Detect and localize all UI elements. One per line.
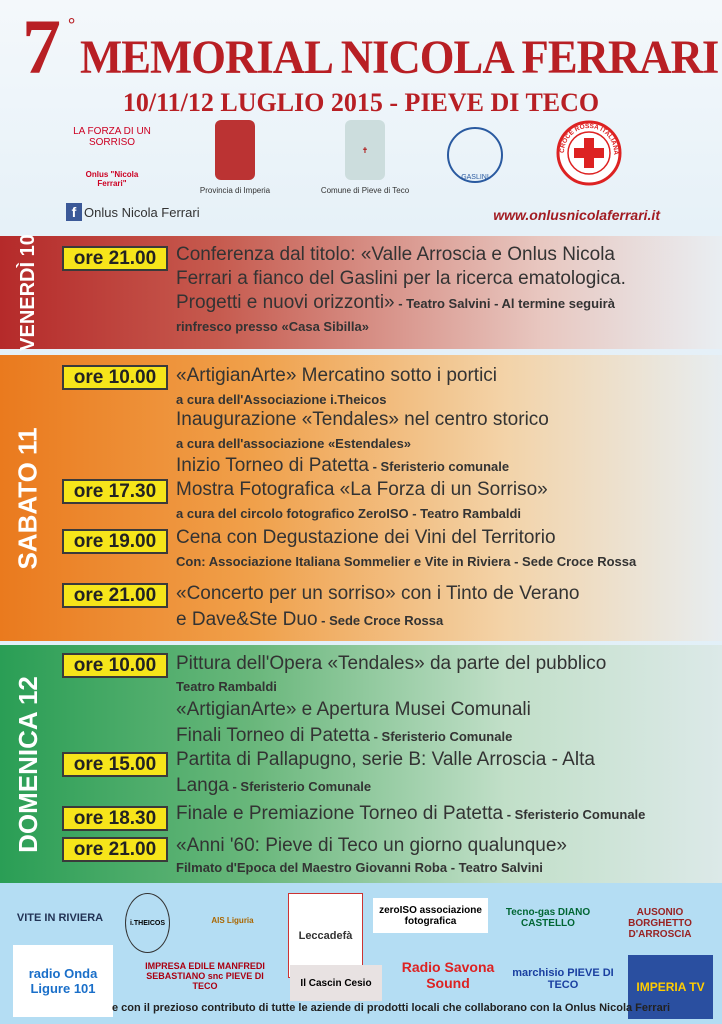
logo-forza-sorriso [72, 120, 152, 188]
degree-sign: ° [68, 14, 76, 34]
sponsor-logo: Leccadefà [288, 893, 363, 978]
event-dates: 10/11/12 LUGLIO 2015 - PIEVE DI TECO [122, 88, 600, 117]
day-label: VENERDÌ 10 [16, 234, 39, 351]
event-line [176, 835, 567, 857]
time-badge: ore 19.00 [62, 529, 168, 554]
sponsor-logo: IMPERIA TV [628, 955, 713, 1019]
event-title: Finali Torneo di Patetta [176, 725, 370, 746]
day-sunday [0, 645, 722, 883]
event-line [176, 609, 443, 631]
event-detail: - Sferisterio Comunale [503, 807, 646, 822]
time-badge: ore 21.00 [62, 837, 168, 862]
logo-label: CROCE ROSSA ITALIANA [558, 122, 620, 155]
event-line [176, 292, 615, 314]
sponsor-logo: marchisio PIEVE DI TECO [512, 967, 614, 991]
event-line [176, 775, 371, 797]
coat-of-arms-icon: ✝ [345, 120, 385, 180]
event-line [176, 435, 411, 453]
day-label: DOMENICA 12 [12, 675, 43, 853]
event-title: Progetti e nuovi orizzonti» [176, 292, 395, 313]
red-cross-icon [556, 120, 622, 186]
facebook-label: Onlus Nicola Ferrari [84, 204, 200, 220]
event-detail: a cura dell'Associazione i.Theicos [176, 392, 387, 407]
event-line [176, 244, 615, 266]
event-detail: - Sferisterio Comunale [370, 729, 513, 744]
event-line [176, 268, 626, 290]
event-line [176, 479, 548, 501]
event-line [176, 505, 521, 523]
logo-text: LA FORZA DI UN SORRISO [73, 126, 151, 148]
event-line [176, 409, 549, 431]
logo-label: Comune di Pieve di Teco [320, 186, 410, 195]
facebook-link[interactable] [66, 203, 200, 221]
event-detail: - Sferisterio Comunale [228, 779, 372, 794]
event-line [176, 365, 497, 387]
sponsor-logo: zeroISO associazione fotografica [373, 898, 488, 933]
event-detail: - Teatro Salvini - Al termine seguirà [394, 296, 615, 311]
event-line [176, 527, 556, 549]
event-detail: Con: Associazione Italiana Sommelier e Vite in Riviera - Sede Croce Rossa [176, 554, 637, 569]
time-badge: ore 15.00 [62, 752, 168, 777]
time-badge: ore 18.30 [62, 806, 168, 831]
logo-comune-pieve [320, 120, 410, 195]
logo-gaslini [445, 127, 505, 183]
time-badge: ore 17.30 [62, 479, 168, 504]
coat-of-arms-icon [215, 120, 255, 180]
sponsor-logo: VITE IN RIVIERA [16, 912, 104, 924]
event-detail: rinfresco presso «Casa Sibilla» [176, 319, 369, 334]
event-line [176, 455, 509, 477]
event-title: Langa [176, 775, 229, 796]
event-title: Cena con Degustazione dei Vini del Territorio [176, 527, 556, 548]
event-line [176, 653, 606, 675]
event-title: Partita di Pallapugno, serie B: Valle Arroscia - Alta [176, 749, 595, 770]
event-line [176, 725, 512, 747]
event-title: Pittura dell'Opera «Tendales» da parte del pubblico [176, 653, 607, 674]
time-badge: ore 21.00 [62, 583, 168, 608]
facebook-icon: f [66, 203, 82, 221]
event-title: e Dave&Ste Duo [176, 609, 318, 630]
sponsor-logo: AIS Liguria [211, 915, 254, 925]
event-detail: - Sferisterio comunale [368, 459, 510, 474]
logo-croce-rossa [556, 120, 622, 186]
edition-number: 7 [22, 3, 61, 90]
event-title: Conferenza dal titolo: «Valle Arroscia e Onlus Nicola [176, 244, 615, 265]
event-title: «ArtigianArte» e Apertura Musei Comunali [176, 699, 531, 720]
title-text: MEMORIAL NICOLA FERRARI [80, 31, 719, 84]
gaslini-seal-icon [447, 127, 503, 183]
event-line [176, 553, 636, 571]
logo-label: Provincia di Imperia [199, 186, 271, 195]
sponsor-logo: Il Cascin Cesio [290, 965, 382, 1001]
logo-label: Onlus "Nicola Ferrari" [85, 170, 139, 188]
event-detail: Teatro Rambaldi [176, 679, 277, 694]
logo-provincia-imperia [195, 120, 275, 195]
event-detail: a cura dell'associazione «Estendales» [176, 436, 412, 451]
day-label: SABATO 11 [12, 426, 43, 570]
event-line [176, 749, 595, 771]
event-title: «ArtigianArte» Mercatino sotto i portici [176, 365, 498, 386]
event-line [176, 391, 386, 409]
event-title: «Anni '60: Pieve di Teco un giorno qualunque» [176, 835, 567, 856]
sponsor-logo: radio Onda Ligure 101 [13, 945, 113, 1017]
footer-note: e con il prezioso contributo di tutte le aziende di prodotti locali che collaborano con la Onlus Nicola Ferrari [112, 1002, 671, 1014]
event-line [176, 583, 579, 605]
event-detail: - Sede Croce Rossa [317, 613, 444, 628]
event-detail: a cura del circolo fotografico ZeroISO - Teatro Rambaldi [176, 506, 522, 521]
sponsor-logo: AUSONIO BORGHETTO D'ARROSCIA [628, 906, 692, 940]
logo-label: GASLINI [461, 174, 489, 181]
time-badge: ore 10.00 [62, 653, 168, 678]
event-title: Mostra Fotografica «La Forza di un Sorriso» [176, 479, 548, 500]
event-line [176, 699, 531, 721]
event-detail: Filmato d'Epoca del Maestro Giovanni Roba - Teatro Salvini [176, 860, 543, 875]
event-line [176, 678, 277, 696]
time-badge: ore 10.00 [62, 365, 168, 390]
event-title: Inaugurazione «Tendales» nel centro storico [176, 409, 549, 430]
sponsor-logo: i.THEICOS [125, 893, 170, 953]
event-title: Inizio Torneo di Patetta [176, 455, 369, 476]
event-line [176, 859, 543, 877]
sponsor-logo: Radio Savona Sound [401, 959, 495, 991]
time-badge: ore 21.00 [62, 246, 168, 271]
website-link[interactable]: www.onlusnicolaferrari.it [493, 207, 660, 223]
sponsor-logo: IMPRESA EDILE MANFREDI SEBASTIANO snc PIEVE DI TECO [145, 960, 265, 991]
event-title: «Concerto per un sorriso» con i Tinto de Verano [176, 583, 580, 604]
event-title: Ferrari a fianco del Gaslini per la ricerca ematologica. [176, 268, 626, 289]
event-line [176, 318, 369, 336]
day-friday [0, 236, 722, 349]
event-line [176, 803, 645, 825]
sponsor-logo: Tecno-gas DIANO CASTELLO [505, 906, 591, 929]
event-title: Finale e Premiazione Torneo di Patetta [176, 803, 504, 824]
day-saturday [0, 355, 722, 641]
